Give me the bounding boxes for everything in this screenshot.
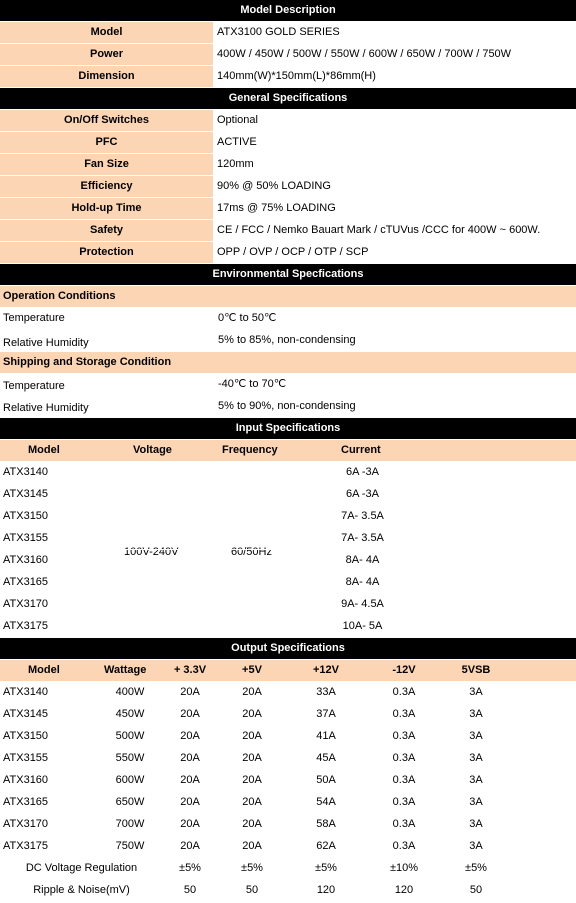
output-5v: 20A — [242, 818, 262, 830]
output-12v: 58A — [316, 818, 336, 830]
spec-value: ACTIVE — [215, 132, 576, 153]
output-3v3: 20A — [180, 840, 200, 852]
output-5v: 20A — [242, 796, 262, 808]
operation-conditions-title: Operation Conditions — [0, 286, 576, 308]
output-col-model: Model — [28, 664, 60, 676]
spec-value: 17ms @ 75% LOADING — [215, 198, 576, 219]
input-model: ATX3150 — [3, 510, 49, 522]
output-wattage: 450W — [115, 708, 145, 720]
output-wattage: 600W — [115, 774, 145, 786]
input-current: 6A -3A — [345, 466, 380, 478]
table-row — [0, 836, 576, 858]
output-5v: 20A — [242, 686, 262, 698]
spec-row — [0, 242, 576, 264]
output-5vsb: 3A — [469, 796, 483, 808]
spec-label: Hold-up Time — [0, 198, 213, 219]
output-model: ATX3140 — [3, 686, 49, 698]
ripple-value: 50 — [469, 884, 483, 896]
output-wattage: 550W — [115, 752, 145, 764]
spec-value: 90% @ 50% LOADING — [215, 176, 576, 197]
spec-value: ATX3100 GOLD SERIES — [215, 22, 576, 43]
output-5v: 20A — [242, 774, 262, 786]
regulation-row — [0, 858, 576, 880]
table-row — [0, 792, 576, 814]
ripple-label: Ripple & Noise(mV) — [33, 884, 130, 896]
ripple-value: 50 — [183, 884, 197, 896]
output-3v3: 20A — [180, 730, 200, 742]
output-wattage: 750W — [115, 840, 145, 852]
output-model: ATX3165 — [3, 796, 49, 808]
output-5vsb: 3A — [469, 686, 483, 698]
output-col-5v: +5V — [242, 664, 262, 676]
regulation-value: ±10% — [389, 862, 419, 874]
input-model: ATX3165 — [3, 576, 49, 588]
output-5v: 20A — [242, 708, 262, 720]
regulation-value: ±5% — [315, 862, 337, 874]
output-wattage: 650W — [115, 796, 145, 808]
output-12v: 45A — [316, 752, 336, 764]
env-label: Temperature — [3, 312, 65, 324]
env-row — [0, 308, 576, 330]
input-col-current: Current — [341, 444, 381, 456]
spec-value: 120mm — [215, 154, 576, 175]
table-row — [0, 814, 576, 836]
output-12v: 50A — [316, 774, 336, 786]
spec-row — [0, 44, 576, 66]
env-row — [0, 330, 576, 352]
input-current: 10A- 5A — [342, 620, 383, 632]
general-specifications-header: General Specifications — [0, 88, 576, 110]
input-current: 7A- 3.5A — [341, 532, 384, 544]
spec-value: OPP / OVP / OCP / OTP / SCP — [215, 242, 576, 263]
output-neg12v: 0.3A — [392, 774, 416, 786]
table-row — [0, 462, 576, 484]
model-description-header: Model Description — [0, 0, 576, 22]
spec-label: Efficiency — [0, 176, 213, 197]
env-value: -40℃ to 70℃ — [218, 378, 287, 390]
output-model: ATX3155 — [3, 752, 49, 764]
spec-label: Safety — [0, 220, 213, 241]
regulation-value: ±5% — [241, 862, 263, 874]
spec-row — [0, 198, 576, 220]
input-model: ATX3170 — [3, 598, 49, 610]
output-3v3: 20A — [180, 818, 200, 830]
input-current: 9A- 4.5A — [341, 598, 384, 610]
table-row — [0, 550, 576, 572]
env-row — [0, 396, 576, 418]
output-wattage: 400W — [115, 686, 145, 698]
input-col-model: Model — [28, 444, 60, 456]
output-neg12v: 0.3A — [392, 818, 416, 830]
output-3v3: 20A — [180, 774, 200, 786]
output-5vsb: 3A — [469, 774, 483, 786]
output-col-5vsb: 5VSB — [461, 664, 491, 676]
input-column-headers — [0, 440, 576, 462]
input-model: ATX3140 — [3, 466, 49, 478]
output-neg12v: 0.3A — [392, 796, 416, 808]
output-model: ATX3150 — [3, 730, 49, 742]
spec-value: 400W / 450W / 500W / 550W / 600W / 650W / 700W / 750W — [215, 44, 576, 65]
spec-label: PFC — [0, 132, 213, 153]
output-5v: 20A — [242, 752, 262, 764]
input-current: 8A- 4A — [345, 576, 380, 588]
regulation-value: ±5% — [465, 862, 487, 874]
spec-value: CE / FCC / Nemko Bauart Mark / cTUVus /CCC for 400W ~ 600W. — [215, 220, 576, 241]
env-label: Relative Humidity — [3, 337, 89, 349]
env-value: 0℃ to 50℃ — [218, 312, 277, 324]
output-neg12v: 0.3A — [392, 840, 416, 852]
ripple-value: 120 — [394, 884, 414, 896]
input-col-frequency: Frequency — [222, 444, 278, 456]
input-model: ATX3175 — [3, 620, 49, 632]
spec-label: Power — [0, 44, 213, 65]
input-col-voltage: Voltage — [133, 444, 172, 456]
output-model: ATX3175 — [3, 840, 49, 852]
output-col-neg12v: -12V — [392, 664, 416, 676]
output-wattage: 500W — [115, 730, 145, 742]
spec-label: Fan Size — [0, 154, 213, 175]
output-12v: 54A — [316, 796, 336, 808]
regulation-label: DC Voltage Regulation — [25, 862, 138, 874]
input-specifications-header: Input Specifications — [0, 418, 576, 440]
spec-row — [0, 110, 576, 132]
table-row — [0, 704, 576, 726]
output-col-3v3: + 3.3V — [173, 664, 207, 676]
ripple-value: 120 — [316, 884, 336, 896]
table-row — [0, 682, 576, 704]
input-model: ATX3145 — [3, 488, 49, 500]
output-5vsb: 3A — [469, 752, 483, 764]
spec-row — [0, 220, 576, 242]
output-12v: 41A — [316, 730, 336, 742]
input-table-body — [0, 462, 576, 638]
output-table-body — [0, 682, 576, 858]
env-label: Temperature — [3, 380, 65, 392]
spec-label: Model — [0, 22, 213, 43]
output-3v3: 20A — [180, 708, 200, 720]
spec-label: On/Off Switches — [0, 110, 213, 131]
ripple-value: 50 — [245, 884, 259, 896]
output-column-headers — [0, 660, 576, 682]
spec-row — [0, 132, 576, 154]
output-model: ATX3170 — [3, 818, 49, 830]
output-12v: 33A — [316, 686, 336, 698]
output-neg12v: 0.3A — [392, 708, 416, 720]
output-3v3: 20A — [180, 752, 200, 764]
env-row — [0, 374, 576, 396]
spec-row — [0, 154, 576, 176]
table-row — [0, 726, 576, 748]
input-current: 6A -3A — [345, 488, 380, 500]
output-col-12v: +12V — [313, 664, 339, 676]
output-neg12v: 0.3A — [392, 730, 416, 742]
ripple-row — [0, 880, 576, 902]
env-value: 5% to 85%, non-condensing — [218, 334, 356, 346]
table-row — [0, 748, 576, 770]
input-voltage-value: 100V-240V — [124, 546, 179, 558]
table-row — [0, 594, 576, 616]
output-12v: 37A — [316, 708, 336, 720]
spec-row — [0, 66, 576, 88]
table-row — [0, 572, 576, 594]
table-row — [0, 770, 576, 792]
output-specifications-header: Output Specifications — [0, 638, 576, 660]
output-5vsb: 3A — [469, 708, 483, 720]
output-3v3: 20A — [180, 686, 200, 698]
output-wattage: 700W — [115, 818, 145, 830]
regulation-value: ±5% — [179, 862, 201, 874]
output-neg12v: 0.3A — [392, 752, 416, 764]
input-current: 7A- 3.5A — [341, 510, 384, 522]
input-model: ATX3160 — [3, 554, 49, 566]
output-5vsb: 3A — [469, 818, 483, 830]
output-5v: 20A — [242, 840, 262, 852]
output-model: ATX3160 — [3, 774, 49, 786]
output-5v: 20A — [242, 730, 262, 742]
output-col-wattage: Wattage — [104, 664, 147, 676]
spec-label: Dimension — [0, 66, 213, 87]
shipping-storage-title: Shipping and Storage Condition — [0, 352, 576, 374]
output-5vsb: 3A — [469, 730, 483, 742]
spec-row — [0, 22, 576, 44]
spec-value: Optional — [215, 110, 576, 131]
environmental-specifications-header: Environmental Specfications — [0, 264, 576, 286]
table-row — [0, 506, 576, 528]
spec-label: Protection — [0, 242, 213, 263]
table-row — [0, 484, 576, 506]
output-model: ATX3145 — [3, 708, 49, 720]
input-frequency-value: 60/50Hz — [231, 546, 272, 558]
output-neg12v: 0.3A — [392, 686, 416, 698]
env-label: Relative Humidity — [3, 402, 89, 414]
output-3v3: 20A — [180, 796, 200, 808]
spec-value: 140mm(W)*150mm(L)*86mm(H) — [215, 66, 576, 87]
table-row — [0, 528, 576, 550]
env-value: 5% to 90%, non-condensing — [218, 400, 356, 412]
table-row — [0, 616, 576, 638]
output-5vsb: 3A — [469, 840, 483, 852]
input-current: 8A- 4A — [345, 554, 380, 566]
input-model: ATX3155 — [3, 532, 49, 544]
spec-row — [0, 176, 576, 198]
output-12v: 62A — [316, 840, 336, 852]
